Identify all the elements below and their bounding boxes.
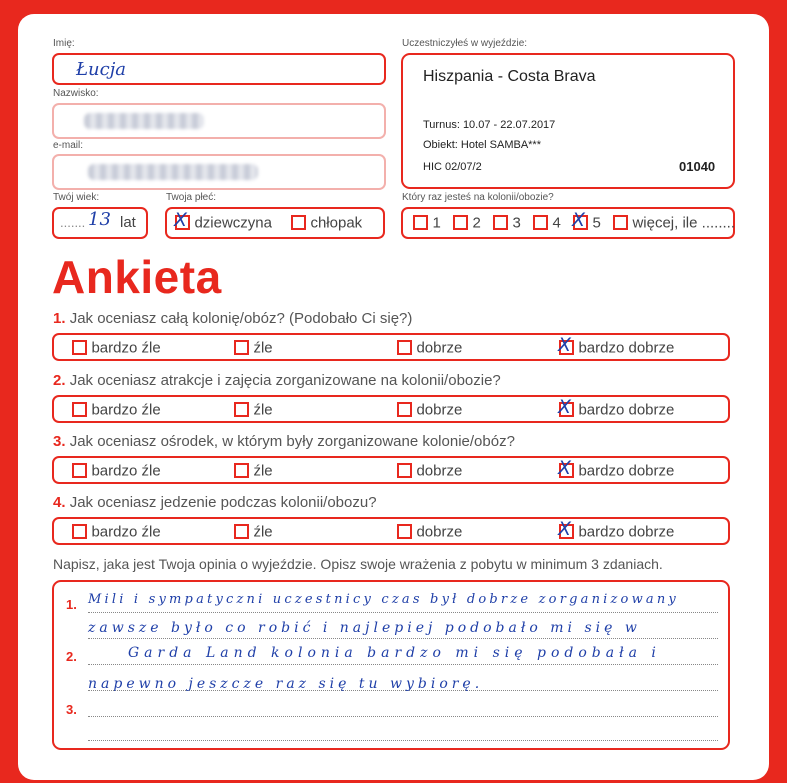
- line-number-3: 3.: [66, 702, 77, 717]
- checkbox[interactable]: [234, 340, 249, 355]
- writing-line: [88, 664, 718, 665]
- checkbox[interactable]: [234, 524, 249, 539]
- line-number-1: 1.: [66, 597, 77, 612]
- q3-option-very-good[interactable]: X bardzo dobrze: [558, 457, 675, 480]
- checkbox[interactable]: X: [559, 463, 574, 478]
- participated-label: Uczestniczyłeś w wyjeździe:: [402, 38, 528, 49]
- q1-option-bad[interactable]: źle: [234, 339, 273, 357]
- checkbox[interactable]: [397, 463, 412, 478]
- q4-option-bad[interactable]: źle: [234, 523, 273, 541]
- checkbox[interactable]: [72, 402, 87, 417]
- checkbox[interactable]: X: [559, 524, 574, 539]
- writing-line: [88, 612, 718, 613]
- q1-option-very-bad[interactable]: bardzo źle: [72, 339, 161, 357]
- opinion-prompt: Napisz, jaka jest Twoja opinia o wyjeździe. Opisz swoje wrażenia z pobytu w minimum 3 zdaniach.: [53, 556, 663, 572]
- q4-option-very-bad[interactable]: bardzo źle: [72, 523, 161, 541]
- age-unit: lat: [120, 214, 136, 231]
- email-field[interactable]: [52, 154, 386, 190]
- handwriting-line-3: Garda Land kolonia bardzo mi się podobała i: [128, 645, 661, 661]
- times-option-4[interactable]: 4: [533, 214, 561, 232]
- writing-line: [88, 716, 718, 717]
- q2-option-very-bad[interactable]: bardzo źle: [72, 401, 161, 419]
- checkbox[interactable]: X: [559, 402, 574, 417]
- q1-option-good[interactable]: dobrze: [397, 339, 462, 357]
- checkbox[interactable]: X: [175, 215, 190, 230]
- trip-number: 01040: [679, 159, 716, 174]
- trip-code: HIC 02/07/2: [423, 161, 482, 173]
- q4-option-good[interactable]: dobrze: [397, 523, 462, 541]
- age-label: Twój wiek:: [53, 192, 100, 203]
- times-option-1[interactable]: 1: [413, 214, 441, 232]
- name-value: Łucja: [76, 59, 127, 80]
- checkbox[interactable]: [397, 402, 412, 417]
- times-option-5[interactable]: X 5: [572, 209, 601, 232]
- writing-line: [88, 638, 718, 639]
- checkbox[interactable]: [533, 215, 548, 230]
- handwriting-line-2: zawsze było co robić i najlepiej podobało mi się w: [88, 620, 641, 636]
- survey-title: Ankieta: [52, 251, 222, 303]
- answer-row-2: [52, 395, 730, 423]
- trip-destination: Hiszpania - Costa Brava: [423, 68, 596, 85]
- writing-line: [88, 740, 718, 741]
- trip-info-box: [401, 53, 735, 189]
- checkbox[interactable]: [613, 215, 628, 230]
- times-label: Który raz jesteś na kolonii/obozie?: [402, 192, 554, 203]
- checkbox[interactable]: [397, 524, 412, 539]
- question-1: 1. Jak oceniasz całą kolonię/obóz? (Podobało Ci się?): [53, 310, 413, 327]
- sex-option-boy[interactable]: chłopak: [291, 214, 362, 232]
- q3-option-good[interactable]: dobrze: [397, 462, 462, 480]
- age-value: 13: [88, 209, 111, 230]
- q4-option-very-good[interactable]: X bardzo dobrze: [558, 518, 675, 541]
- answer-row-3: [52, 456, 730, 484]
- checkbox[interactable]: [397, 340, 412, 355]
- checkbox[interactable]: [493, 215, 508, 230]
- line-number-2: 2.: [66, 649, 77, 664]
- answer-row-1: [52, 333, 730, 361]
- checkbox[interactable]: [72, 340, 87, 355]
- email-redacted: [88, 164, 258, 180]
- sex-field: [165, 207, 385, 239]
- name-label: Imię:: [53, 38, 75, 49]
- trip-obiekt: Obiekt: Hotel SAMBA***: [423, 139, 541, 151]
- q1-option-very-good[interactable]: X bardzo dobrze: [558, 334, 675, 357]
- email-label: e-mail:: [53, 140, 84, 151]
- checkbox[interactable]: [234, 402, 249, 417]
- times-option-3[interactable]: 3: [493, 214, 521, 232]
- answer-row-4: [52, 517, 730, 545]
- surname-label: Nazwisko:: [53, 88, 99, 99]
- checkbox[interactable]: [234, 463, 249, 478]
- age-field[interactable]: [52, 207, 148, 239]
- checkbox[interactable]: [291, 215, 306, 230]
- q2-option-very-good[interactable]: X bardzo dobrze: [558, 396, 675, 419]
- times-field: [401, 207, 735, 239]
- age-dots: .......: [60, 215, 86, 230]
- checkbox[interactable]: [453, 215, 468, 230]
- q3-option-bad[interactable]: źle: [234, 462, 273, 480]
- checkbox[interactable]: [413, 215, 428, 230]
- times-option-more[interactable]: więcej, ile ........: [613, 214, 735, 232]
- checkbox[interactable]: X: [573, 215, 588, 230]
- question-4: 4. Jak oceniasz jedzenie podczas kolonii/obozu?: [53, 494, 377, 511]
- surname-redacted: [84, 113, 204, 129]
- sex-option-girl[interactable]: X dziewczyna: [174, 209, 272, 232]
- question-2: 2. Jak oceniasz atrakcje i zajęcia zorganizowane na kolonii/obozie?: [53, 372, 501, 389]
- q2-option-good[interactable]: dobrze: [397, 401, 462, 419]
- name-field[interactable]: [52, 53, 386, 85]
- sex-label: Twoja płeć:: [166, 192, 217, 203]
- trip-turnus: Turnus: 10.07 - 22.07.2017: [423, 119, 556, 131]
- checkbox[interactable]: [72, 524, 87, 539]
- checkbox[interactable]: [72, 463, 87, 478]
- surname-field[interactable]: [52, 103, 386, 139]
- question-3: 3. Jak oceniasz ośrodek, w którym były zorganizowane kolonie/obóz?: [53, 433, 515, 450]
- q3-option-very-bad[interactable]: bardzo źle: [72, 462, 161, 480]
- q2-option-bad[interactable]: źle: [234, 401, 273, 419]
- handwriting-line-4: napewno jeszcze raz się tu wybiorę.: [88, 676, 484, 692]
- handwriting-line-1: Mili i sympatyczni uczestnicy czas był dobrze zorganizowany: [88, 592, 679, 607]
- checkbox[interactable]: X: [559, 340, 574, 355]
- times-option-2[interactable]: 2: [453, 214, 481, 232]
